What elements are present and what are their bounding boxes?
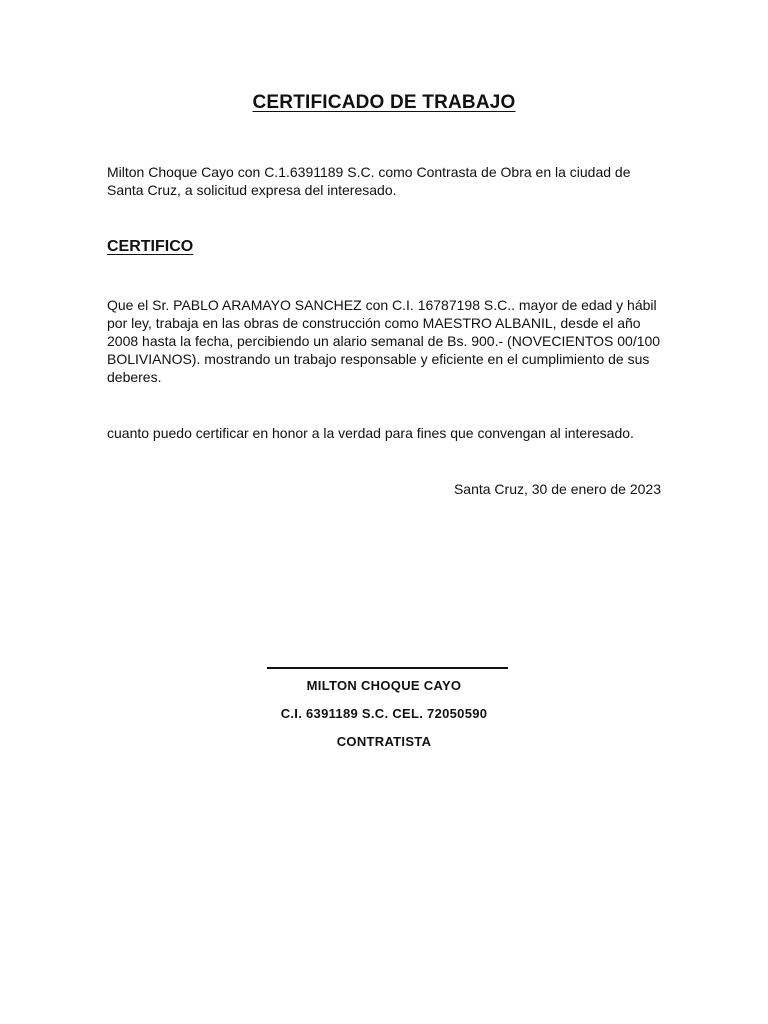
signature-line: [267, 667, 508, 669]
document-title: CERTIFICADO DE TRABAJO: [252, 92, 516, 113]
signatory-name: MILTON CHOQUE CAYO: [306, 678, 462, 693]
intro-paragraph: Milton Choque Cayo con C.1.6391189 S.C. como Contrasta de Obra en la ciudad de Santa Cruz, a solicitud expresa del interesado.: [107, 164, 631, 198]
certification-paragraph: Que el Sr. PABLO ARAMAYO SANCHEZ con C.I. 16787198 S.C.. mayor de edad y hábil por ley, trabaja en las obras de construcción como MAESTRO ALBANIL, desde el año 2008 hasta la fecha, percibiendo un alario semanal de Bs. 900.- (NOVECIENTOS 00/100 BOLIVIANOS). mostrando un trabajo responsable y eficiente en el cumplimiento de sus deberes.: [107, 297, 661, 385]
closing-paragraph: cuanto puedo certificar en honor a la verdad para fines que convengan al interesado.: [107, 425, 634, 441]
date-line: Santa Cruz, 30 de enero de 2023: [453, 481, 661, 497]
section-heading: CERTIFICO: [107, 238, 194, 255]
signatory-id-line: C.I. 6391189 S.C. CEL. 72050590: [280, 706, 488, 721]
signatory-role: CONTRATISTA: [336, 734, 432, 749]
